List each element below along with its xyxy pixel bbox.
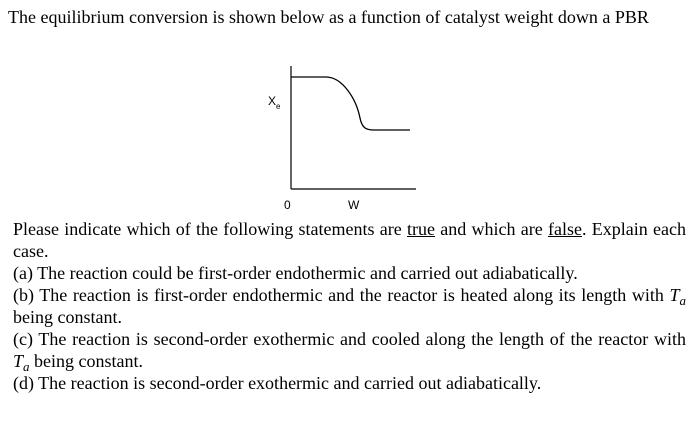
conversion-plot (260, 62, 430, 212)
question-body (13, 218, 686, 394)
statement-b-text-1: (b) The reaction is first-order endothermic and the reactor is heated along its length with (13, 285, 670, 305)
false-word: false (548, 219, 582, 239)
equilibrium-curve (291, 77, 410, 130)
instruction-text-2: and which are (435, 219, 549, 239)
statement-b (13, 284, 686, 328)
intro-text: The equilibrium conversion is shown below as a function of catalyst weight down a PBR (8, 7, 649, 27)
statement-b-variable-subscript: a (679, 293, 686, 308)
x-origin-label: 0 (284, 198, 291, 212)
statement-c-text-1: (c) The reaction is second-order exothermic and cooled along the length of the reactor with (13, 329, 686, 349)
y-axis-label: X (268, 94, 277, 108)
statement-d: (d) The reaction is second-order exothermic and carried out adiabatically. (13, 373, 542, 393)
statement-b-text-2: being constant. (13, 307, 122, 327)
instruction-paragraph (13, 218, 686, 262)
statement-c-variable: T (13, 351, 24, 371)
y-axis-label-subscript: e (276, 102, 281, 111)
conversion-figure (260, 62, 430, 212)
statement-c (13, 328, 686, 372)
true-word: true (407, 219, 435, 239)
statement-c-variable-subscript: a (23, 359, 30, 374)
statement-b-variable: T (669, 285, 680, 305)
statement-c-text-2: being constant. (29, 351, 143, 371)
statement-a: (a) The reaction could be first-order endothermic and carried out adiabatically. (13, 263, 578, 283)
instruction-text-1: Please indicate which of the following statements are (13, 219, 408, 239)
x-axis-label: W (348, 198, 360, 212)
instruction-text-3: . Explain each case. (13, 219, 686, 261)
